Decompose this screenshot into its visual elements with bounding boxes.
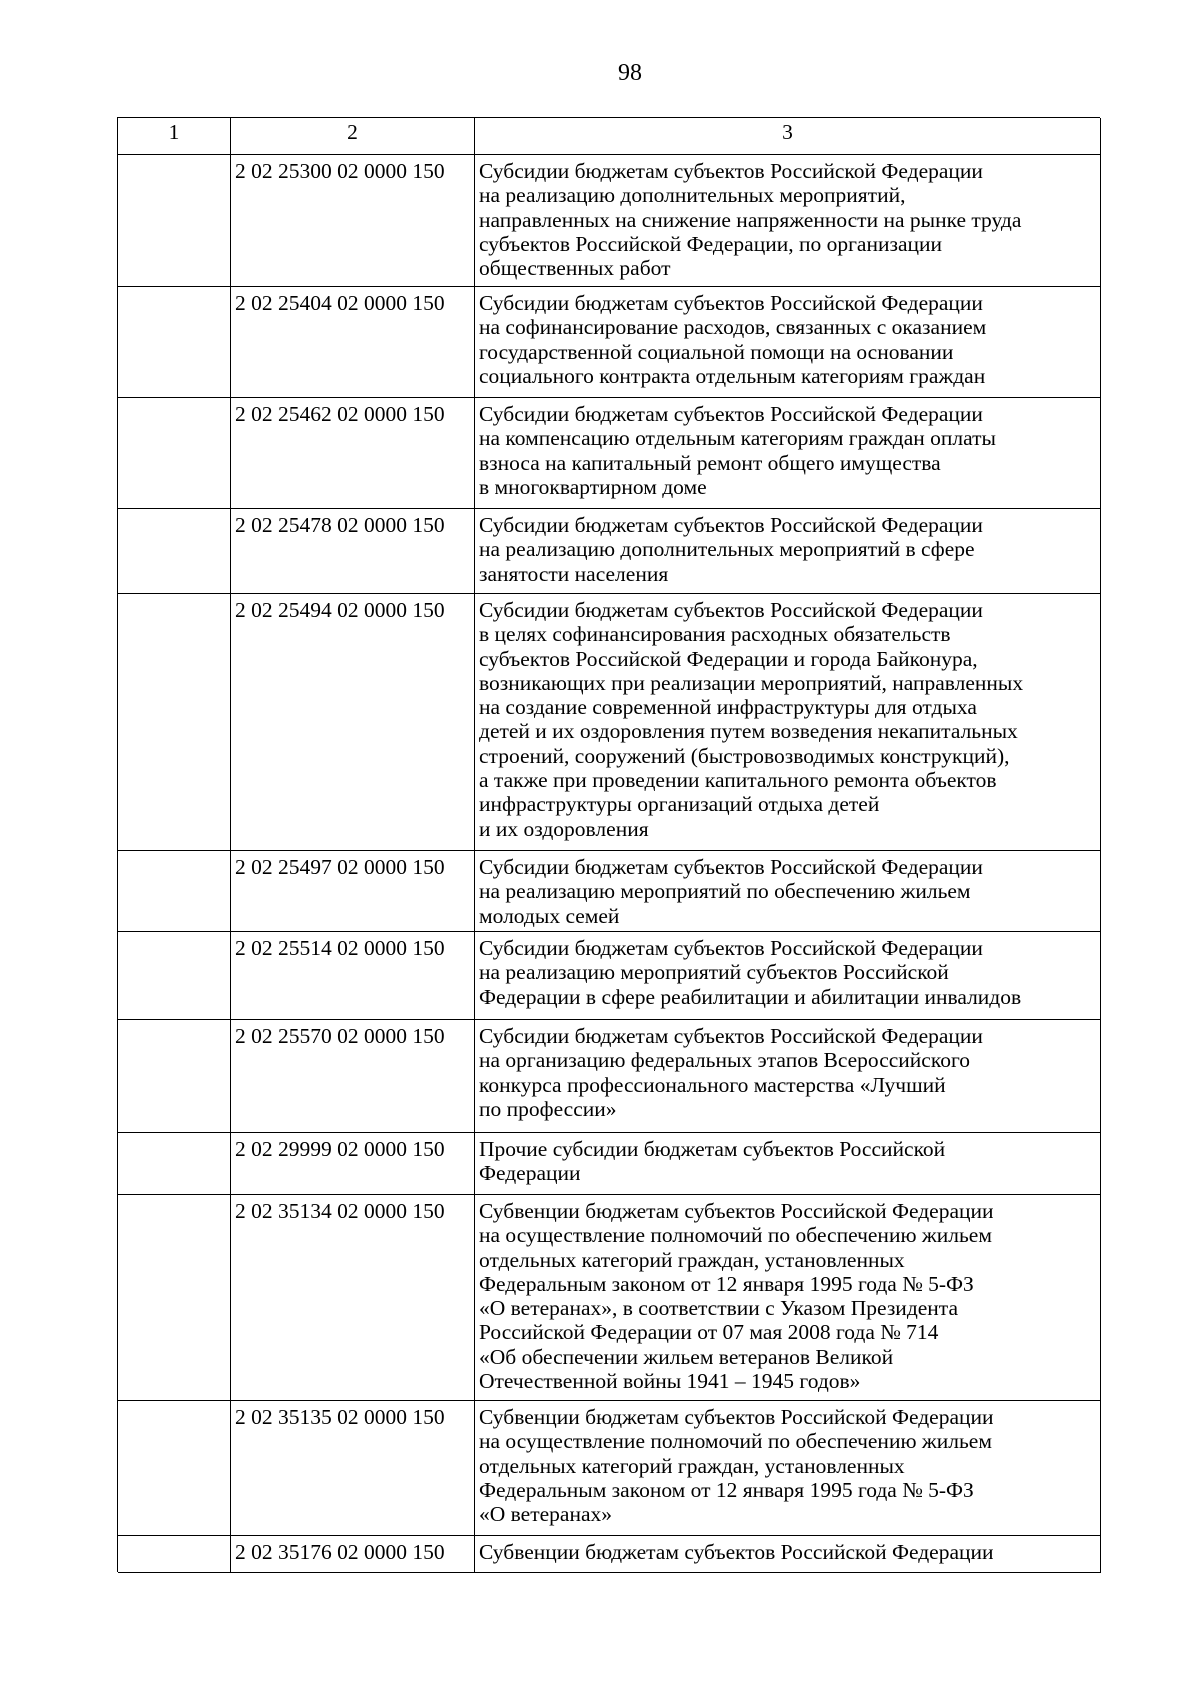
description-line: Федеральным законом от 12 января 1995 года № 5-ФЗ xyxy=(479,1271,974,1296)
description-line: на реализацию дополнительных мероприятий в сфере xyxy=(479,537,975,562)
description-line: Субсидии бюджетам субъектов Российской Федерации xyxy=(479,513,983,537)
description-line: субъектов Российской Федерации и города Байконура, xyxy=(479,646,978,671)
description-line: Прочие субсидии бюджетам субъектов Российской xyxy=(479,1137,946,1161)
page-number: 98 xyxy=(618,60,642,86)
table-row xyxy=(118,287,1101,398)
budget-code-cell: 2 02 35134 02 0000 150 xyxy=(231,1195,475,1401)
description-cell xyxy=(475,398,1101,509)
row-number-cell xyxy=(118,594,231,851)
budget-code-cell: 2 02 25300 02 0000 150 xyxy=(231,155,475,287)
description-line: «Об обеспечении жильем ветеранов Великой xyxy=(479,1344,894,1369)
description-line: занятости населения xyxy=(479,561,669,586)
budget-code-cell: 2 02 29999 02 0000 150 xyxy=(231,1133,475,1195)
row-number-cell xyxy=(118,932,231,1020)
table-row xyxy=(118,1195,1101,1401)
row-number-cell xyxy=(118,1536,231,1573)
description-cell xyxy=(475,1133,1101,1195)
description-line: на реализацию дополнительных мероприятий, xyxy=(479,183,906,208)
description-line: Субсидии бюджетам субъектов Российской Федерации xyxy=(479,402,983,426)
description-line: строений, сооружений (быстровозводимых конструкций), xyxy=(479,743,1010,768)
description-line: Отечественной войны 1941 – 1945 годов» xyxy=(479,1369,861,1394)
description-line: Субвенции бюджетам субъектов Российской Федерации xyxy=(479,1540,994,1564)
row-number-cell xyxy=(118,1401,231,1536)
row-number-cell xyxy=(118,155,231,287)
description-line: на реализацию мероприятий по обеспечению жильем xyxy=(479,879,971,904)
description-line: социального контракта отдельным категориям граждан xyxy=(479,363,986,388)
description-line: Федерации xyxy=(479,1161,581,1186)
header-col-3: 3 xyxy=(475,118,1101,155)
header-col-2: 2 xyxy=(231,118,475,155)
description-line: на реализацию мероприятий субъектов Российской xyxy=(479,960,949,985)
row-number-cell xyxy=(118,1195,231,1401)
table-row xyxy=(118,398,1101,509)
description-line: на осуществление полномочий по обеспечению жильем xyxy=(479,1429,992,1454)
description-cell xyxy=(475,155,1101,287)
description-line: конкурса профессионального мастерства «Лучший xyxy=(479,1072,946,1097)
table-row xyxy=(118,932,1101,1020)
header-col-1: 1 xyxy=(118,118,231,155)
budget-code-cell: 2 02 35176 02 0000 150 xyxy=(231,1536,475,1573)
description-line: на создание современной инфраструктуры для отдыха xyxy=(479,695,977,720)
row-number-cell xyxy=(118,1020,231,1133)
description-line: а также при проведении капитального ремонта объектов xyxy=(479,768,997,793)
row-number-cell xyxy=(118,509,231,594)
description-line: по профессии» xyxy=(479,1096,617,1121)
description-cell xyxy=(475,932,1101,1020)
table-row xyxy=(118,1020,1101,1133)
table-header-row xyxy=(118,118,1101,155)
description-line: «О ветеранах» xyxy=(479,1502,612,1527)
table-row xyxy=(118,594,1101,851)
description-line: Федерации в сфере реабилитации и абилитации инвалидов xyxy=(479,984,1022,1009)
description-line: на компенсацию отдельным категориям граждан оплаты xyxy=(479,426,996,451)
description-line: Федеральным законом от 12 января 1995 года № 5-ФЗ xyxy=(479,1477,974,1502)
table-row xyxy=(118,1133,1101,1195)
description-line: на осуществление полномочий по обеспечению жильем xyxy=(479,1223,992,1248)
budget-codes-table xyxy=(117,117,1100,1572)
description-line: Субвенции бюджетам субъектов Российской Федерации xyxy=(479,1405,994,1429)
description-line: Субсидии бюджетам субъектов Российской Федерации xyxy=(479,598,983,622)
description-line: Субсидии бюджетам субъектов Российской Федерации xyxy=(479,159,983,183)
row-number-cell xyxy=(118,287,231,398)
description-line: отдельных категорий граждан, установленных xyxy=(479,1453,905,1478)
budget-code-cell: 2 02 35135 02 0000 150 xyxy=(231,1401,475,1536)
description-line: и их оздоровления xyxy=(479,816,649,841)
budget-code-cell: 2 02 25494 02 0000 150 xyxy=(231,594,475,851)
budget-code-cell: 2 02 25570 02 0000 150 xyxy=(231,1020,475,1133)
description-line: направленных на снижение напряженности на рынке труда xyxy=(479,207,1022,232)
description-line: возникающих при реализации мероприятий, направленных xyxy=(479,670,1024,695)
description-line: детей и их оздоровления путем возведения некапитальных xyxy=(479,719,1018,744)
table-row xyxy=(118,851,1101,932)
description-line: субъектов Российской Федерации, по организации xyxy=(479,231,943,256)
description-line: общественных работ xyxy=(479,256,671,281)
description-cell xyxy=(475,1020,1101,1133)
description-cell xyxy=(475,509,1101,594)
budget-code-cell: 2 02 25462 02 0000 150 xyxy=(231,398,475,509)
description-line: Субсидии бюджетам субъектов Российской Федерации xyxy=(479,1024,983,1048)
budget-code-cell: 2 02 25514 02 0000 150 xyxy=(231,932,475,1020)
description-line: отдельных категорий граждан, установленных xyxy=(479,1247,905,1272)
description-line: Российской Федерации от 07 мая 2008 года № 714 xyxy=(479,1320,939,1345)
description-cell xyxy=(475,594,1101,851)
table-row xyxy=(118,509,1101,594)
table-row xyxy=(118,1536,1101,1573)
description-line: инфраструктуры организаций отдыха детей xyxy=(479,792,880,817)
budget-code-cell: 2 02 25478 02 0000 150 xyxy=(231,509,475,594)
description-line: в целях софинансирования расходных обязательств xyxy=(479,622,951,647)
row-number-cell xyxy=(118,1133,231,1195)
description-line: взноса на капитальный ремонт общего имущества xyxy=(479,450,941,475)
description-line: государственной социальной помощи на основании xyxy=(479,339,954,364)
description-line: Субвенции бюджетам субъектов Российской Федерации xyxy=(479,1199,994,1223)
description-line: на софинансирование расходов, связанных с оказанием xyxy=(479,315,987,340)
budget-code-cell: 2 02 25497 02 0000 150 xyxy=(231,851,475,932)
row-number-cell xyxy=(118,851,231,932)
row-number-cell xyxy=(118,398,231,509)
description-line: в многоквартирном доме xyxy=(479,474,707,499)
description-line: Субсидии бюджетам субъектов Российской Федерации xyxy=(479,855,983,879)
description-cell xyxy=(475,851,1101,932)
table-row xyxy=(118,1401,1101,1536)
description-cell xyxy=(475,1195,1101,1401)
description-line: на организацию федеральных этапов Всероссийского xyxy=(479,1048,970,1073)
description-cell xyxy=(475,287,1101,398)
description-cell xyxy=(475,1401,1101,1536)
description-line: Субсидии бюджетам субъектов Российской Федерации xyxy=(479,936,983,960)
description-line: молодых семей xyxy=(479,903,620,928)
description-line: «О ветеранах», в соответствии с Указом Президента xyxy=(479,1296,959,1321)
description-line: Субсидии бюджетам субъектов Российской Федерации xyxy=(479,291,983,315)
table-row xyxy=(118,155,1101,287)
budget-code-cell: 2 02 25404 02 0000 150 xyxy=(231,287,475,398)
description-cell xyxy=(475,1536,1101,1573)
